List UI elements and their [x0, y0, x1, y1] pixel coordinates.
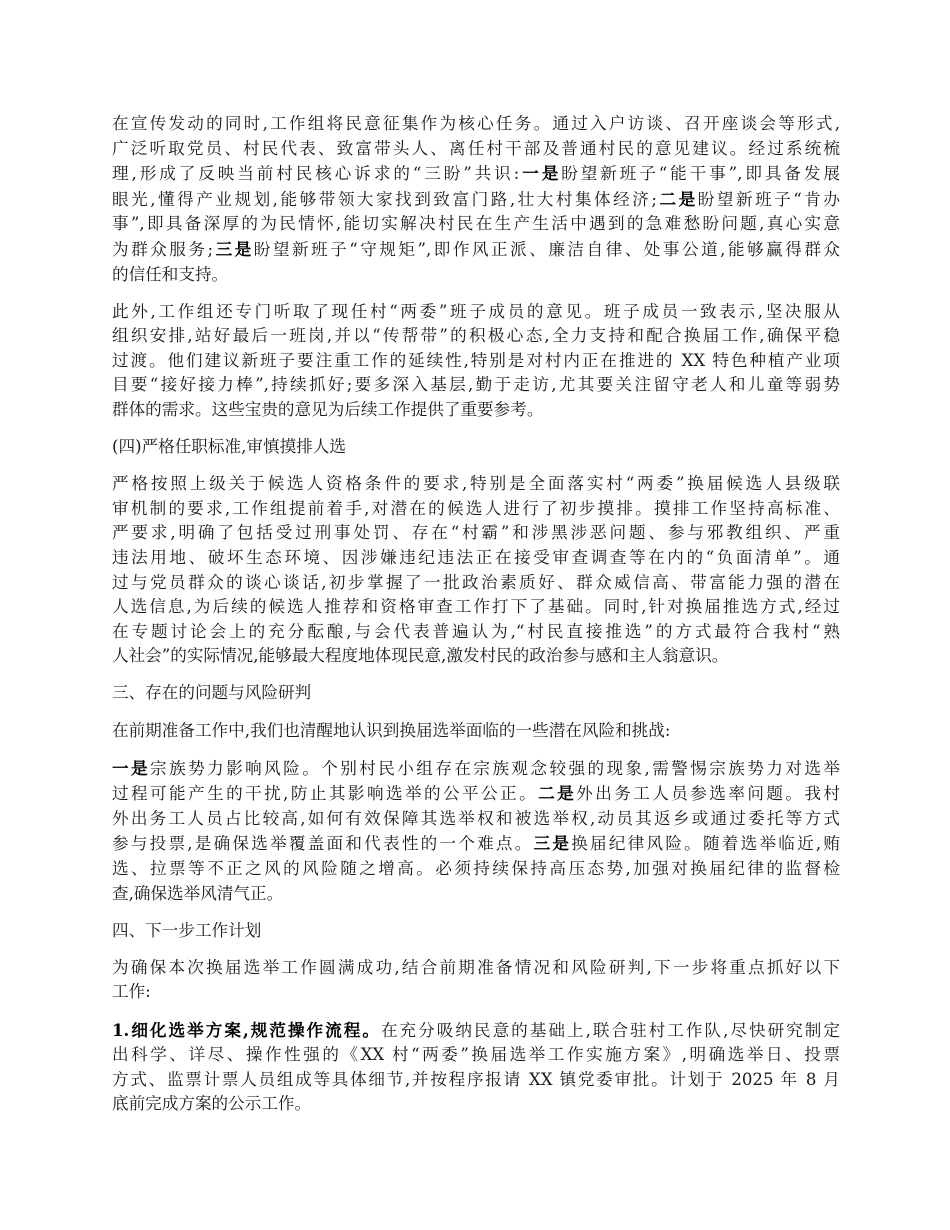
text-line [112, 882, 840, 907]
text-segment: 方式、监票计票人员组成等具体细节,并按程序报请 XX 镇党委审批。计划于 2025 年 8 月 [112, 1069, 840, 1089]
text-segment: 底前完成方案的公示工作。 [112, 1094, 312, 1114]
text-line [112, 497, 840, 522]
text-segment: 盼望新班子“能干事”,即具备发展 [561, 164, 840, 184]
text-segment: 换届纪律风险。随着选举临近,贿 [571, 834, 840, 854]
text-segment: 违法用地、破坏生态环境、因涉嫌违纪违法正在接受审查调查等在内的“负面清单”。通 [112, 548, 840, 567]
text-line [112, 546, 840, 571]
text-segment: 目要“接好接力棒”,持续抓好;要多深入基层,勤于走访,尤其要关注留守老人和儿童等弱势 [112, 375, 840, 395]
text-segment: 眼光,懂得产业规划,能够带领大家找到致富门路,壮大村集体经济; [112, 189, 657, 209]
body-paragraph [112, 719, 840, 744]
text-line [112, 112, 840, 137]
text-segment: 审机制的要求,工作组提前着手,对潜在的候选人进行了初步摸排。摸排工作坚持高标准、 [112, 498, 840, 518]
body-paragraph [112, 472, 840, 669]
text-line [112, 1092, 840, 1117]
bold-text: 二是 [538, 783, 577, 804]
text-segment: 的信任和支持。 [112, 264, 229, 284]
text-line [112, 161, 840, 187]
text-line [112, 831, 840, 857]
text-segment: 组织安排,站好最后一班岗,并以“传帮带”的积极心态,全力支持和配合换届工作,确保平稳 [112, 326, 840, 346]
text-segment: 严格按照上级关于候选人资格条件的要求,特别是全面落实村“两委”换届候选人县级联 [112, 474, 840, 494]
text-segment: 三、存在的问题与风险研判 [112, 683, 312, 703]
text-segment: 过程可能产生的干扰,防止其影响选举的公平公正。 [112, 784, 539, 804]
text-line [112, 857, 840, 882]
text-line [112, 1068, 840, 1093]
text-segment: 为确保本次换届选举工作圆满成功,结合前期准备情况和风险研判,下一步将重点抓好以下 [112, 957, 840, 977]
text-line [112, 300, 840, 325]
body-paragraph [112, 756, 840, 907]
bold-text: 二是 [656, 188, 698, 209]
text-line [112, 187, 840, 213]
text-segment: 严要求,明确了包括受过刑事处罚、存在“村霸”和涉黑涉恶问题、参与邪教组织、严重 [112, 523, 840, 543]
text-line [112, 137, 840, 162]
body-paragraph [112, 1018, 840, 1117]
text-segment: 事”,即具备深厚的为民情怀,能切实解决村民在生产生活中遇到的急难愁盼问题,真心实意 [112, 214, 840, 234]
bold-text: 1.细化选举方案,规范操作流程。 [112, 1019, 381, 1040]
document-page [112, 112, 840, 1129]
text-segment: 在宣传发动的同时,工作组将民意征集作为核心任务。通过入户访谈、召开座谈会等形式, [112, 114, 840, 133]
text-segment: 外出务工人员占比较高,如何有效保障其选举权和被选举权,动员其返乡或通过委托等方式 [112, 808, 840, 828]
text-line [112, 620, 840, 645]
text-segment: 出科学、详尽、操作性强的《XX 村“两委”换届选举工作实施方案》,明确选举日、投票 [112, 1045, 840, 1065]
text-segment: 过与党员群众的谈心谈话,初步掌握了一批政治素质好、群众威信高、带富能力强的潜在 [112, 572, 840, 592]
body-paragraph [112, 112, 840, 287]
text-line [112, 644, 840, 669]
text-line [112, 263, 840, 288]
text-line [112, 1018, 840, 1044]
text-line [112, 472, 840, 497]
text-line [112, 237, 840, 263]
bold-text: 三是 [533, 833, 572, 854]
text-line [112, 595, 840, 620]
text-segment: 查,确保选举风清气正。 [112, 883, 284, 903]
text-segment: 广泛听取党员、村民代表、致富带头人、离任村干部及普通村民的意见建议。经过系统梳 [112, 138, 840, 158]
text-segment: 过渡。他们建议新班子要注重工作的延续性,特别是对村内正在推进的 XX 特色种植产业项 [112, 350, 840, 370]
body-paragraph [112, 300, 840, 423]
text-segment: 外出务工人员参选率问题。我村 [576, 784, 840, 804]
text-line [112, 956, 840, 981]
text-segment: 理,形成了反映当前村民核心诉求的“三盼”共识: [112, 164, 520, 184]
text-segment: 为群众服务; [112, 239, 214, 259]
text-line [112, 571, 840, 596]
text-line [112, 349, 840, 374]
text-line [112, 521, 840, 546]
text-segment: 在专题讨论会上的充分酝酿,与会代表普遍认为,“村民直接推选”的方式最符合我村“熟 [112, 621, 840, 641]
text-segment: 选、拉票等不正之风的风险随之增高。必须持续保持高压态势,加强对换届纪律的监督检 [112, 859, 840, 879]
text-segment: 在前期准备工作中,我们也清醒地认识到换届选举面临的一些潜在风险和挑战: [112, 720, 671, 740]
bold-text: 一是 [519, 163, 562, 184]
text-segment: 在充分吸纳民意的基础上,联合驻村工作队,尽快研究制定 [380, 1020, 840, 1040]
text-line [112, 435, 840, 460]
text-segment: 人社会”的实际情况,能够最大程度地体现民意,激发村民的政治参与感和主人翁意识。 [112, 646, 729, 666]
text-line [112, 980, 840, 1005]
text-line [112, 781, 840, 807]
text-line [112, 807, 840, 832]
text-segment: 工作: [112, 982, 151, 1002]
body-paragraph [112, 956, 840, 1005]
text-segment: 盼望新班子“肯办 [697, 189, 840, 209]
section-heading [112, 435, 840, 460]
section-heading [112, 681, 840, 706]
bold-text: 三是 [213, 238, 254, 259]
text-segment: 人选信息,为后续的候选人推荐和资格审查工作打下了基础。同时,针对换届推选方式,经过 [112, 597, 840, 617]
text-segment: 盼望新班子“守规矩”,即作风正派、廉洁自律、处事公道,能够赢得群众 [253, 239, 840, 259]
text-segment: 宗族势力影响风险。个别村民小组存在宗族观念较强的现象,需警惕宗族势力对选举 [150, 758, 840, 778]
text-line [112, 212, 840, 237]
text-line [112, 919, 840, 944]
text-line [112, 373, 840, 398]
text-segment: (四)严格任职标准,审慎摸排人选 [112, 437, 346, 457]
text-segment: 参与投票,是确保选举覆盖面和代表性的一个难点。 [112, 834, 534, 854]
text-line [112, 1043, 840, 1068]
text-line [112, 719, 840, 744]
text-segment: 此外,工作组还专门听取了现任村“两委”班子成员的意见。班子成员一致表示,坚决服从 [112, 301, 840, 321]
section-heading [112, 919, 840, 944]
text-segment: 四、下一步工作计划 [112, 920, 262, 940]
text-line [112, 324, 840, 349]
text-line [112, 398, 840, 423]
bold-text: 一是 [112, 757, 151, 778]
text-line [112, 681, 840, 706]
text-segment: 群体的需求。这些宝贵的意见为后续工作提供了重要参考。 [112, 400, 544, 420]
text-line [112, 756, 840, 782]
